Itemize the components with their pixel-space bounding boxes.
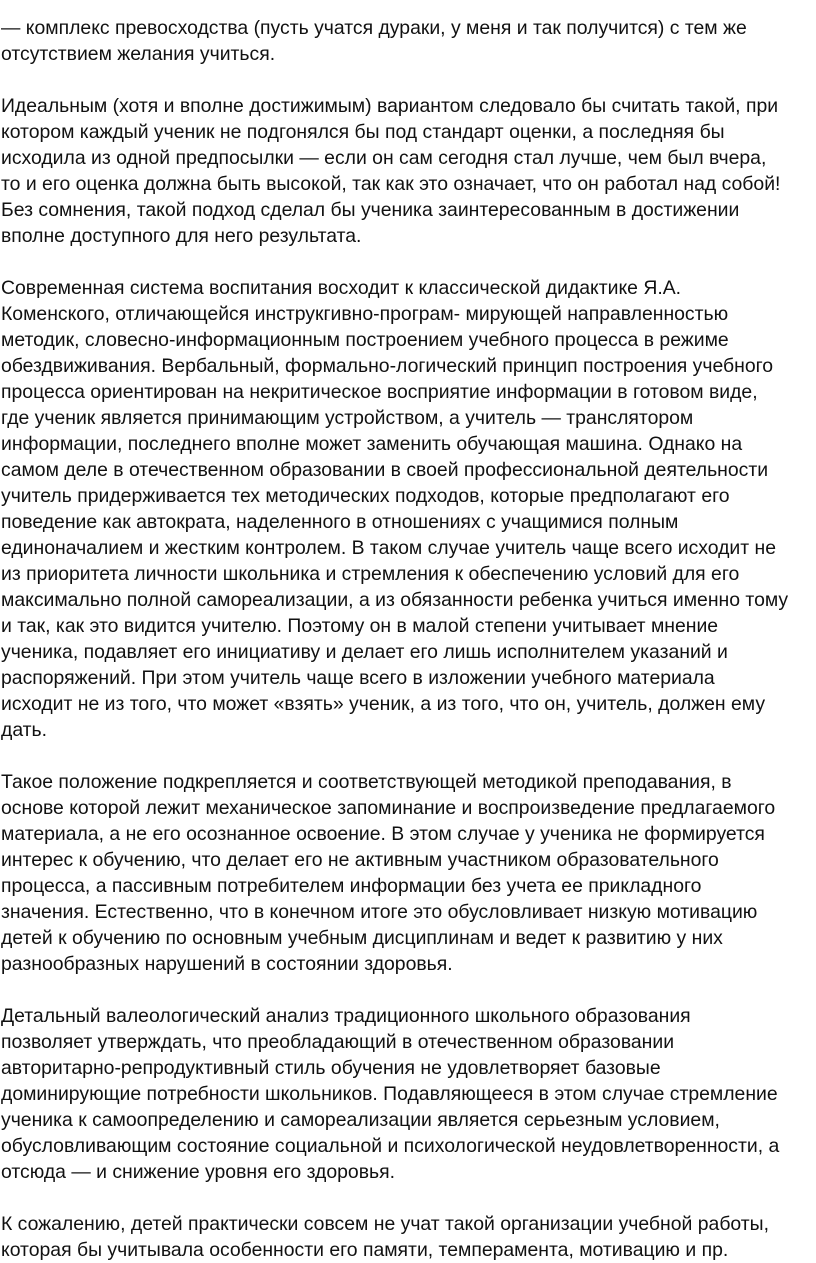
paragraph-6: К сожалению, детей практически совсем не учат такой организации учебной работы, которая бы учитывала особенности его памяти, темперамента, мотивацию и пр. — [1, 1213, 769, 1261]
document-page — [0, 15, 816, 1263]
paragraph-2: Идеальным (хотя и вполне достижимым) вариантом следовало бы считать такой, при котором каждый ученик не подгонялся бы под стандарт оценки, а последняя бы исходила из одной предпосылки — если он сам сегодня стал лучше, чем был вчера, то и его оценка должна быть высокой, так как это означает, что он работал над собой! Без сомнения, такой подход сделал бы ученика заинтересованным в достижении вполне доступного для него результата. — [1, 95, 781, 247]
paragraph-3: Современная система воспитания восходит к классической дидактике Я.А. Коменского, отличающейся инструкгивно-програм- мирующей направленностью методик, словесно-информационным построением учебного процесса в режиме обездвиживания. Вербальный, формально-логический принцип построения учебного процесса ориентирован на некритическое восприятие информации в готовом виде, где ученик является принимающим устройством, а учитель — транслятором информации, последнего вполне может заменить обучающая машина. Однако на самом деле в отечественном образовании в своей профессиональной деятельности учитель придерживается тех методических подходов, которые предполагают его поведение как автократа, наделенного в отношениях с учащимися полным единоначалием и жестким контролем. В таком случае учитель чаще всего исходит не из приоритета личности школьника и стремления к обеспечению условий для его максимально полной самореализации, а из обязанности ребенка учиться именно тому и так, как это видится учителю. Поэтому он в малой степени учитывает мнение ученика, подавляет его инициативу и делает его лишь исполнителем указаний и распоряжений. При этом учитель чаще всего в изложении учебного материала исходит не из того, что может «взять» ученик, а из того, что он, учитель, должен ему дать. — [1, 277, 789, 741]
paragraph-4: Такое положение подкрепляется и соответствующей методикой преподавания, в основе которой лежит механическое запоминание и воспроизведение предлагаемого материала, а не его осознанное освоение. В этом случае у ученика не формируется интерес к обучению, что делает его не активным участником образовательного процесса, а пассивным потребителем информации без учета ее прикладного значения. Естественно, что в конечном итоге это обусловливает низкую мотивацию детей к обучению по основным учебным дисциплинам и ведет к развитию у них разнообразных нарушений в состоянии здоровья. — [1, 771, 776, 975]
paragraph-1: — комплекс превосходства (пусть учатся дураки, у меня и так получится) с тем же отсутствием желания учиться. — [1, 17, 747, 65]
paragraph-5: Детальный валеологический анализ традиционного школьного образования позволяет утверждать, что преобладающий в отечественном образовании авторитарно-репродуктивный стиль обучения не удовлетворяет базовые доминирующие потребности школьников. Подавляющееся в этом случае стремление ученика к самоопределению и самореализации является серьезным условием, обусловливающим состояние социальной и психологической неудовлетворенности, а отсюда — и снижение уровня его здоровья. — [1, 1005, 780, 1183]
